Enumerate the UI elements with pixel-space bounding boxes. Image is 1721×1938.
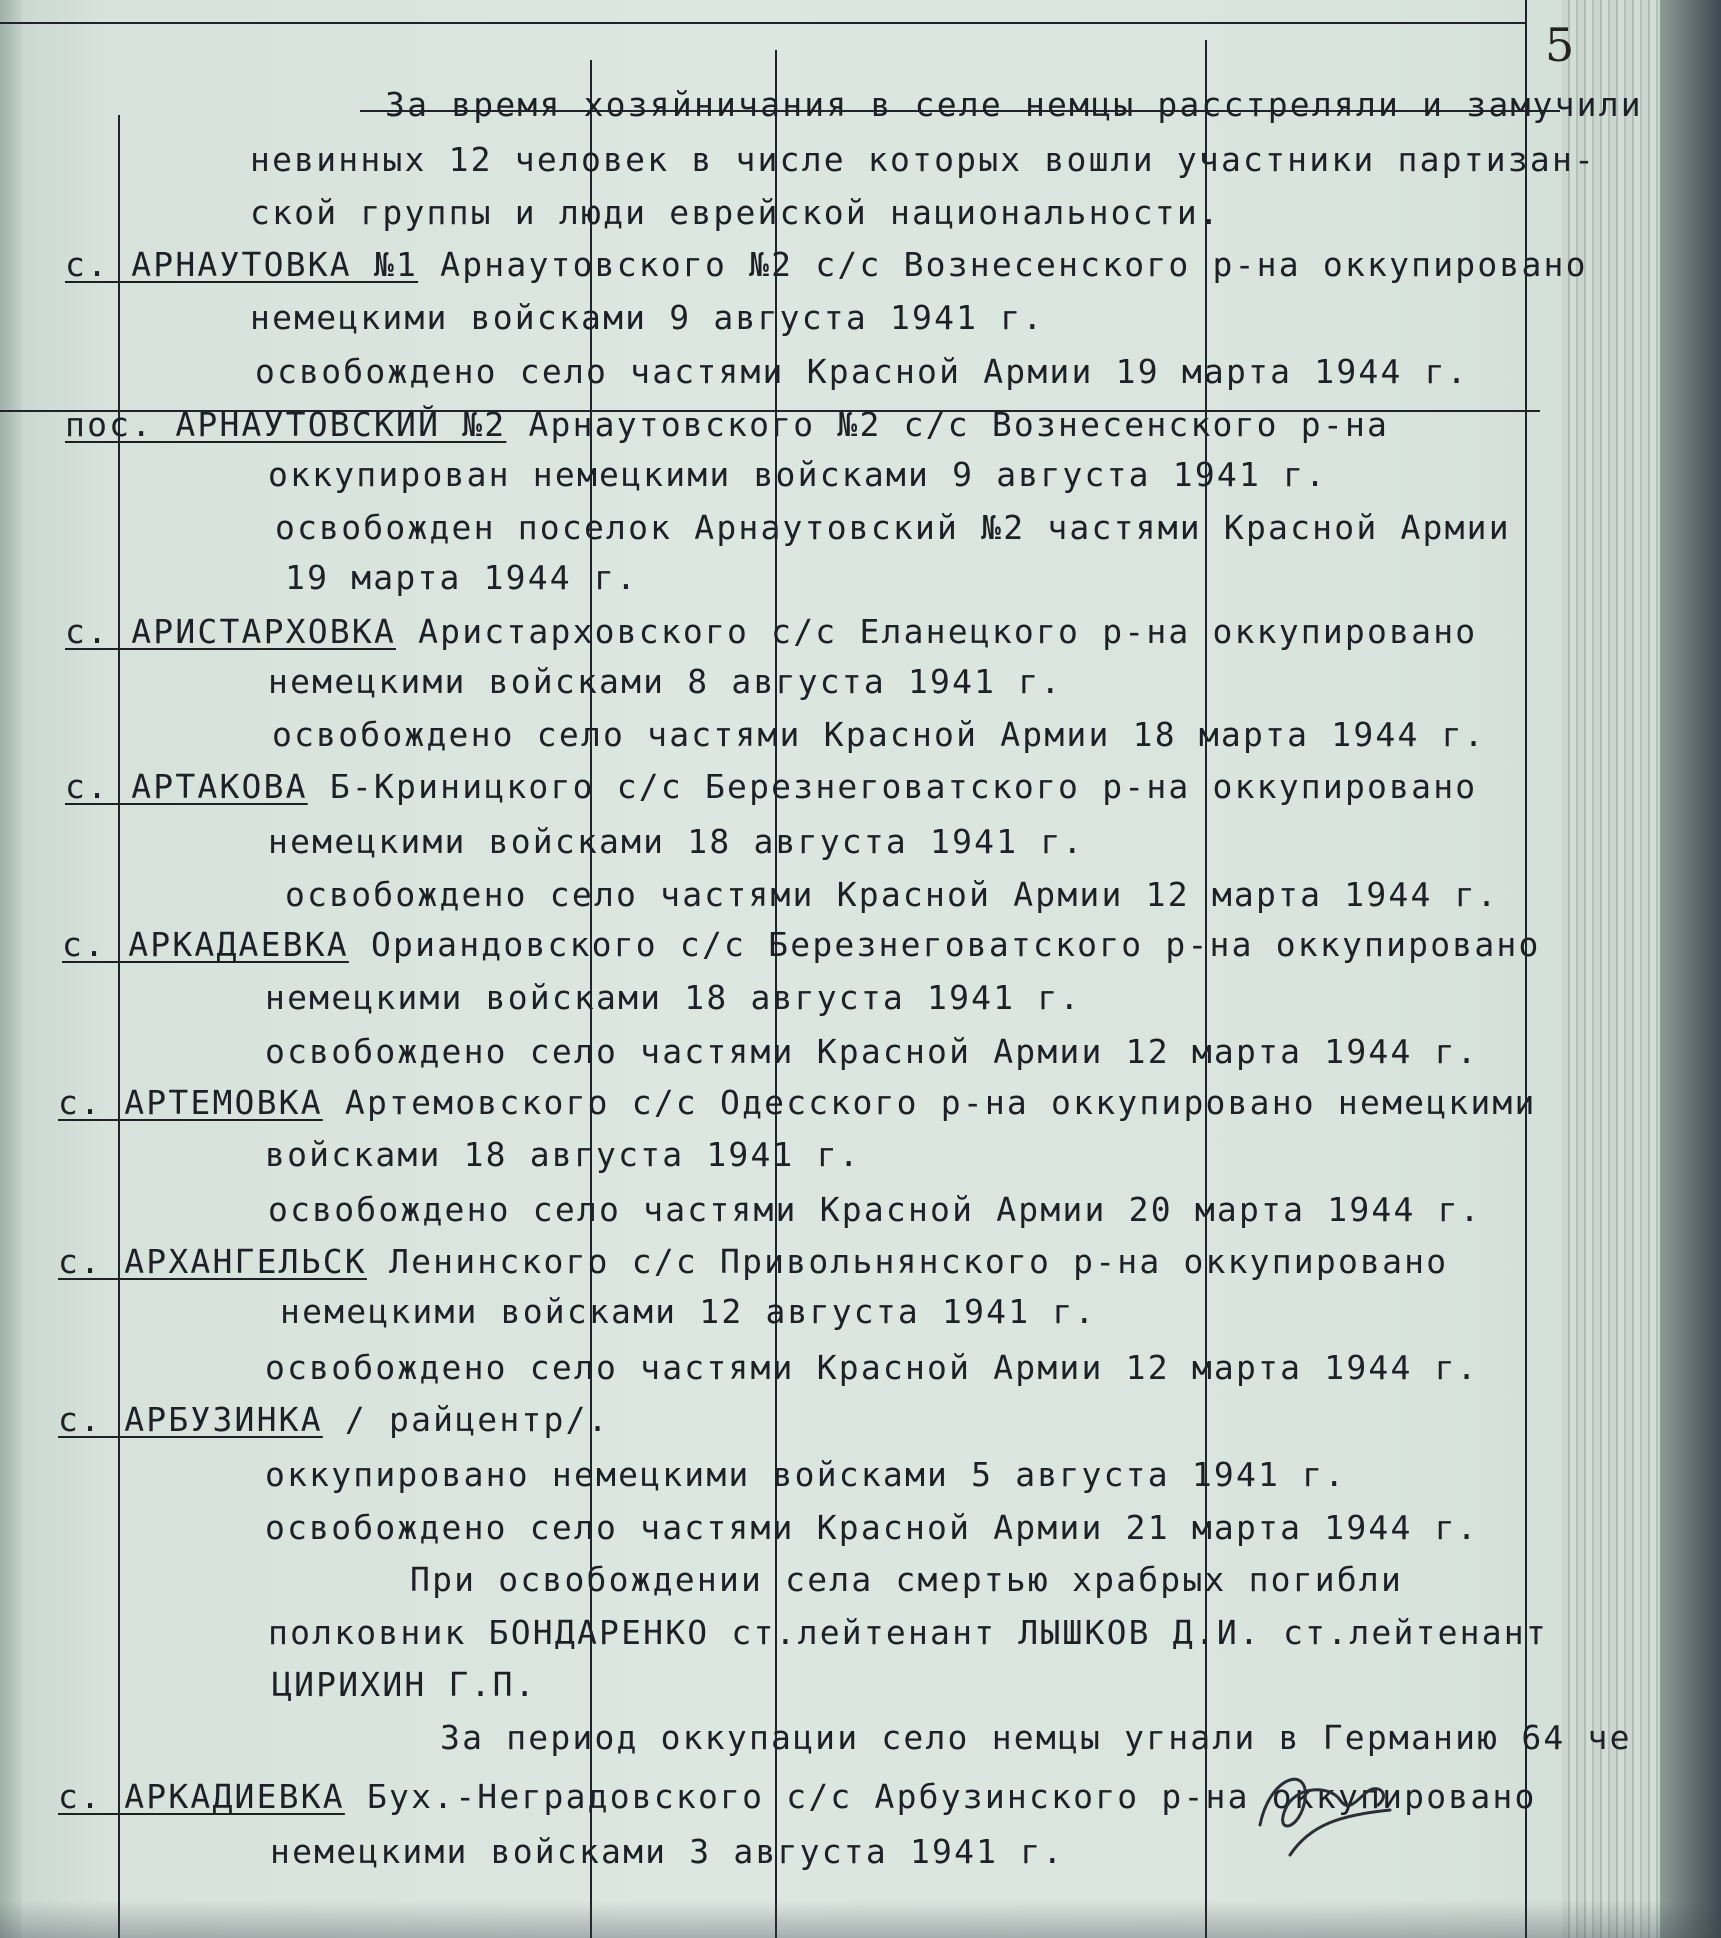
entry-heading	[58, 1083, 1537, 1123]
entry-line: Бух.-Неградовского с/с Арбузинского р-на оккупировано	[366, 1777, 1537, 1816]
intro-line: ской группы и люди еврейской национальности.	[250, 193, 1221, 232]
entry-line: полковник БОНДАРЕНКО ст.лейтенант ЛЫШКОВ Д.И. ст.лейтенант	[268, 1613, 1548, 1652]
entry-line: Ленинского с/с Привольнянского р-на оккупировано	[389, 1242, 1449, 1281]
entry-line: Ориандовского с/с Березнеговатского р-на оккупировано	[370, 925, 1541, 964]
page-number: 5	[1545, 18, 1575, 72]
entry-line: немецкими войсками 12 августа 1941 г.	[280, 1292, 1097, 1331]
entry-line: Артемовского с/с Одесского р-на оккупировано немецкими	[344, 1083, 1537, 1122]
entry-line: оккупирован немецкими войсками 9 августа 1941 г.	[268, 455, 1328, 494]
entry-heading	[65, 245, 1588, 285]
entry-line: освобождено село частями Красной Армии 21 марта 1944 г.	[265, 1508, 1479, 1547]
settlement-name: с. АРИСТАРХОВКА	[65, 612, 397, 651]
entry-line: освобождено село частями Красной Армии 12 марта 1944 г.	[285, 875, 1499, 914]
entry-line: немецкими войсками 3 августа 1941 г.	[270, 1832, 1065, 1871]
entry-line: немецкими войсками 8 августа 1941 г.	[268, 662, 1063, 701]
entry-line: Б-Криницкого с/с Березнеговатского р-на оккупировано	[329, 767, 1478, 806]
entry-line: Аристарховского с/с Еланецкого р-на оккупировано	[418, 612, 1478, 651]
settlement-name: с. АРКАДИЕВКА	[58, 1777, 345, 1816]
entry-line: немецкими войсками 18 августа 1941 г.	[268, 822, 1085, 861]
top-rule	[0, 22, 1525, 24]
entry-line: освобождено село частями Красной Армии 20 марта 1944 г.	[268, 1190, 1482, 1229]
column-line-4	[1205, 40, 1207, 1938]
entry-line: освобождено село частями Красной Армии 12 марта 1944 г.	[265, 1032, 1479, 1071]
entry-line: / райцентр/.	[344, 1400, 610, 1439]
signature-mark	[1250, 1755, 1400, 1865]
entry-line: Арнаутовского №2 с/с Вознесенского р-на	[528, 405, 1390, 444]
entry-line: Арнаутовского №2 с/с Вознесенского р-на оккупировано	[440, 245, 1588, 284]
entry-line: ЦИРИХИН Г.П.	[272, 1665, 537, 1704]
settlement-name: пос. АРНАУТОВСКИЙ №2	[65, 405, 507, 444]
entry-line: освобождено село частями Красной Армии 12 марта 1944 г.	[265, 1348, 1479, 1387]
entry-heading	[58, 1242, 1448, 1282]
intro-line: невинных 12 человек в числе которых вошли участники партизан-	[250, 140, 1597, 179]
bottom-shadow	[0, 1900, 1721, 1938]
entry-line: немецкими войсками 9 августа 1941 г.	[250, 298, 1045, 337]
entry-line: За период оккупации село немцы угнали в Германию 64 че	[440, 1718, 1632, 1757]
settlement-name: с. АРНАУТОВКА №1	[65, 245, 419, 284]
settlement-name: с. АРКАДАЕВКА	[62, 925, 349, 964]
entry-line: При освобождении села смертью храбрых погибли	[410, 1560, 1404, 1599]
settlement-name: с. АРТЕМОВКА	[58, 1083, 323, 1122]
entry-heading	[62, 925, 1541, 965]
entry-line: 19 марта 1944 г.	[285, 558, 639, 597]
settlement-name: с. АРБУЗИНКА	[58, 1400, 323, 1439]
entry-line: освобожден поселок Арнаутовский №2 частями Красной Армии	[275, 508, 1511, 547]
settlement-name: с. АРТАКОВА	[65, 767, 308, 806]
entry-line: войсками 18 августа 1941 г.	[265, 1135, 861, 1174]
binding-shadow	[1660, 0, 1721, 1938]
entry-line: немецкими войсками 18 августа 1941 г.	[265, 978, 1082, 1017]
entry-line: освобождено село частями Красной Армии 19 марта 1944 г.	[255, 352, 1469, 391]
entry-heading	[58, 1400, 610, 1440]
entry-heading	[65, 612, 1477, 652]
intro-line: За время хозяйничания в селе немцы расстреляли и замучили	[385, 85, 1643, 124]
column-line-1	[118, 115, 120, 1938]
entry-line: освобождено село частями Красной Армии 18 марта 1944 г.	[272, 715, 1486, 754]
settlement-name: с. АРХАНГЕЛЬСК	[58, 1242, 367, 1281]
page-left-edge	[0, 0, 22, 1938]
entry-heading	[65, 767, 1477, 807]
entry-line: оккупировано немецкими войсками 5 августа 1941 г.	[265, 1455, 1347, 1494]
entry-heading	[65, 405, 1389, 445]
